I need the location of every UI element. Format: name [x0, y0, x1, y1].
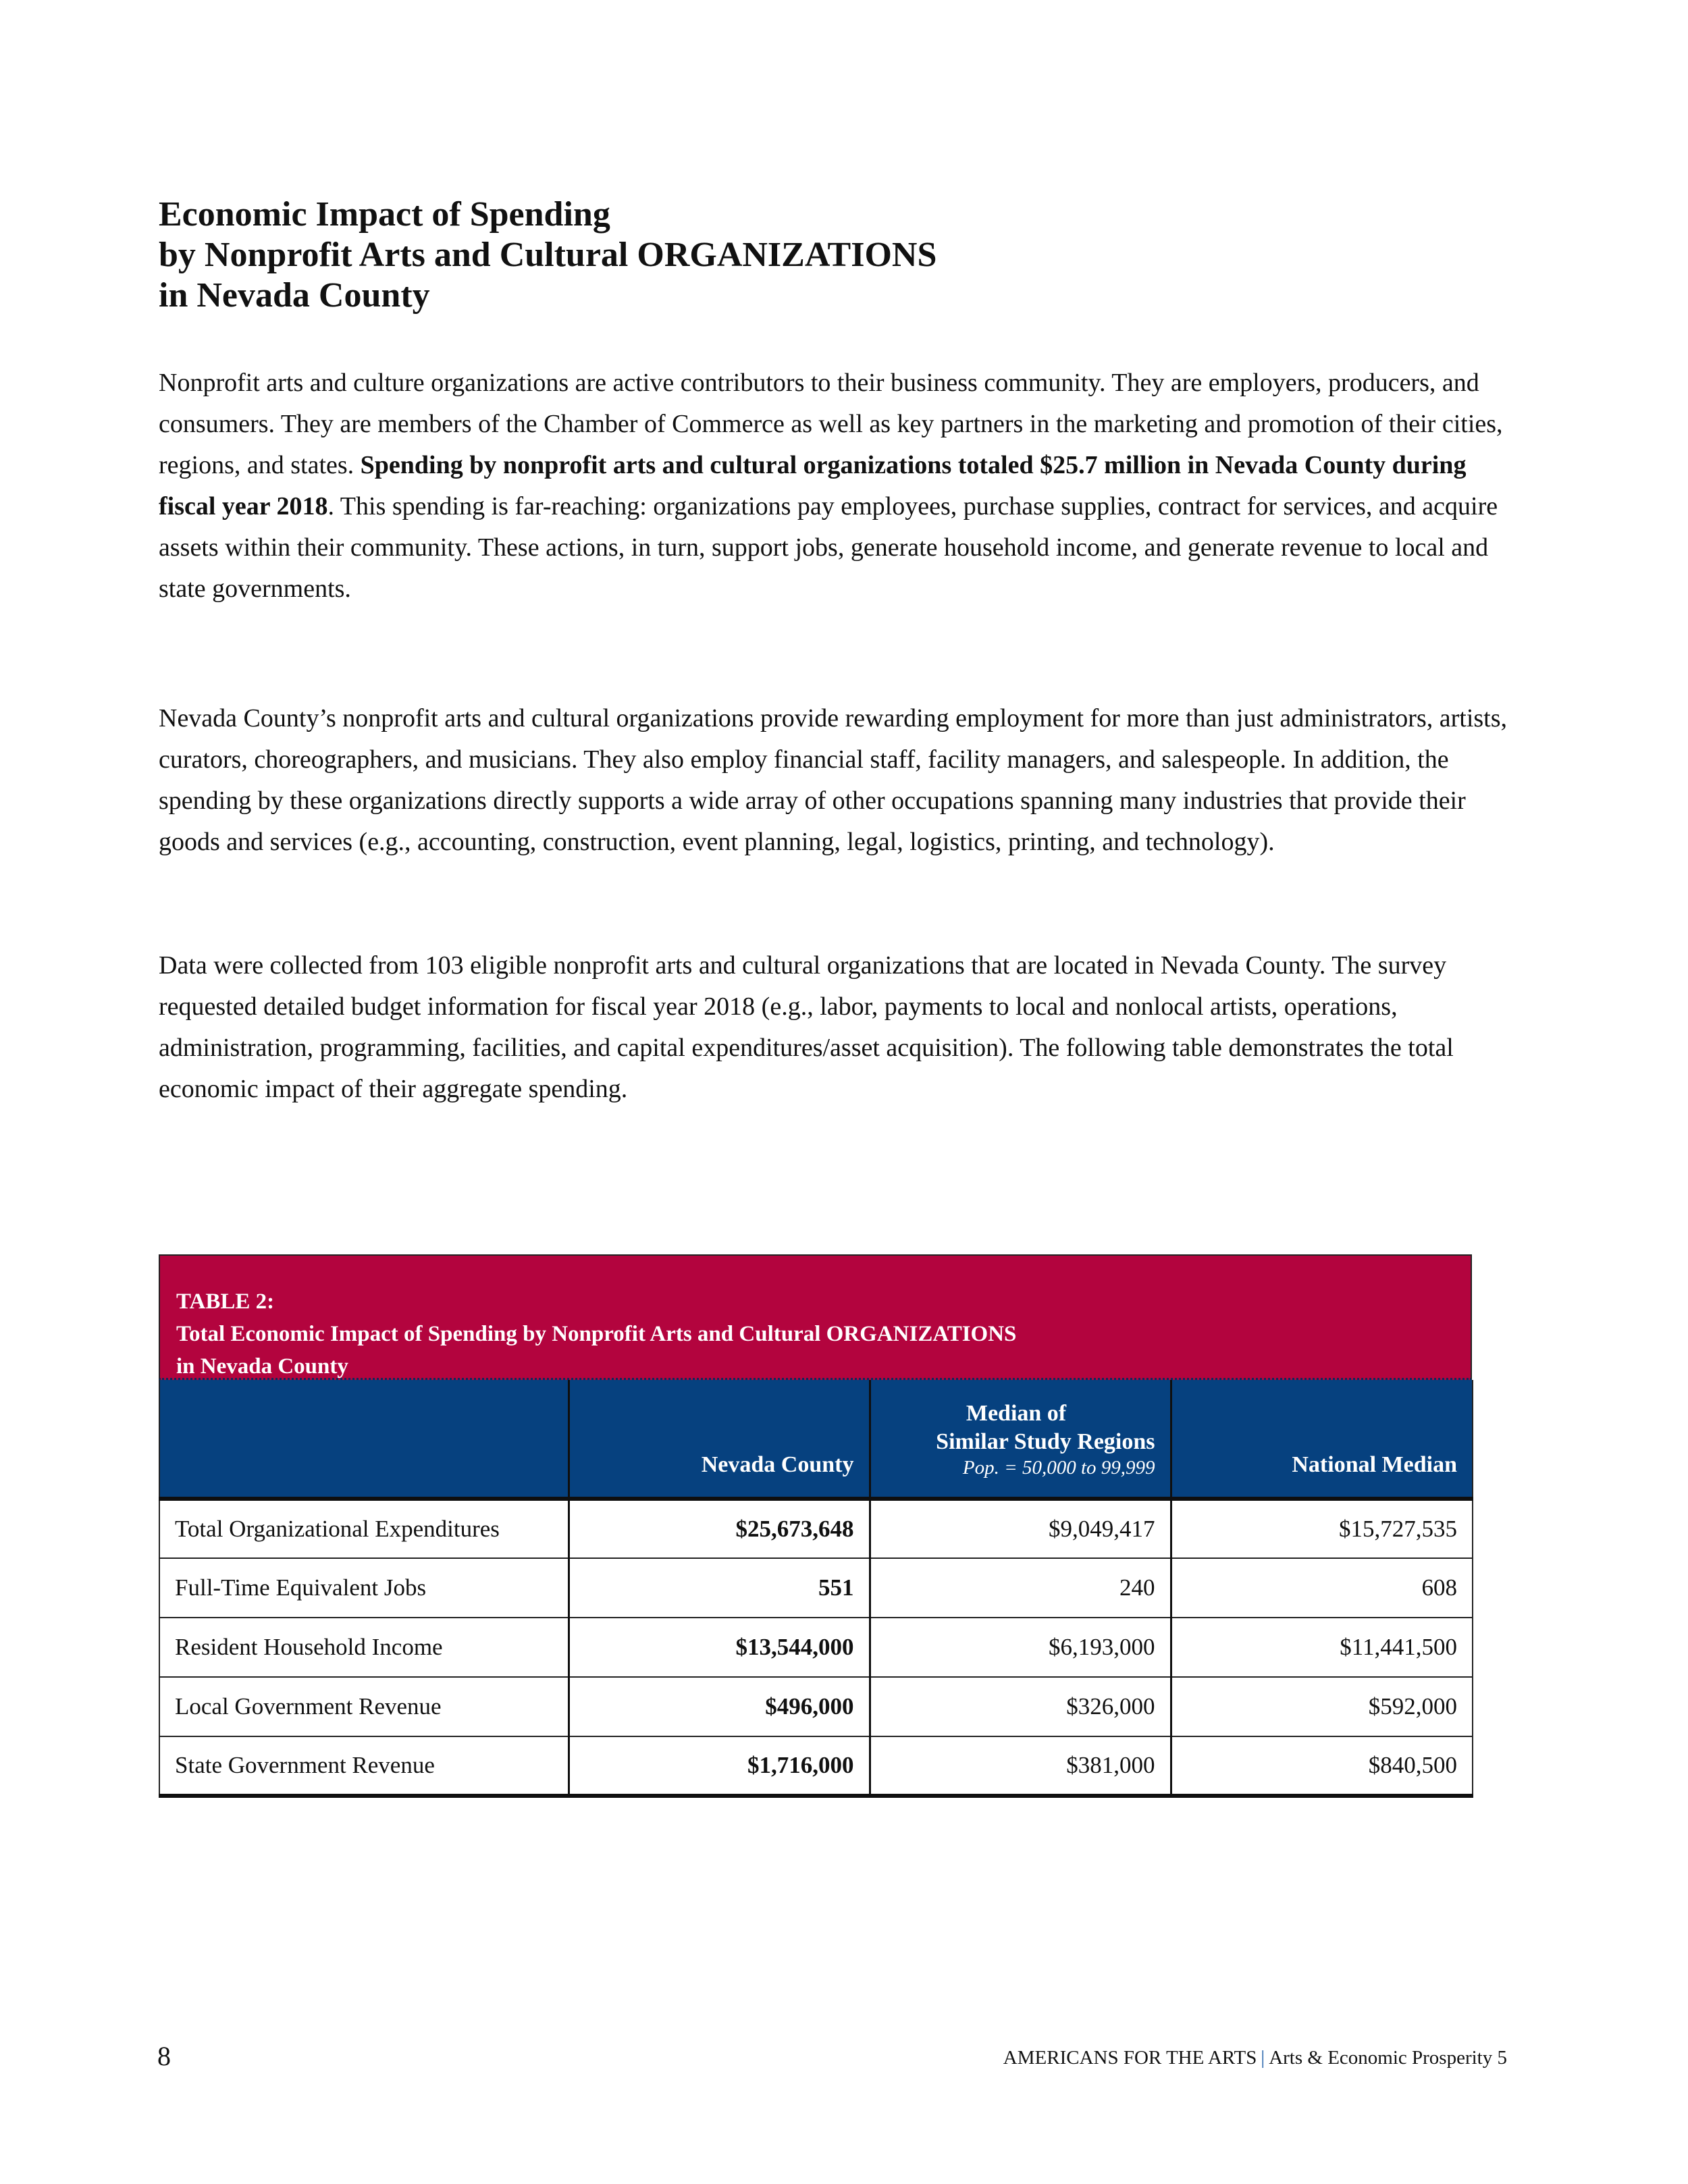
nevada-county-value: $496,000 — [569, 1677, 870, 1736]
similar-regions-value: $6,193,000 — [870, 1618, 1171, 1677]
nevada-county-value: $1,716,000 — [569, 1736, 870, 1796]
table-label: TABLE 2: — [176, 1289, 275, 1314]
similar-regions-value: $326,000 — [870, 1677, 1171, 1736]
table-row — [159, 1499, 1473, 1558]
heading-line-3: in Nevada County — [159, 276, 430, 315]
nevada-county-value: 551 — [569, 1558, 870, 1618]
table-row — [159, 1618, 1473, 1677]
national-median-value: 608 — [1171, 1558, 1473, 1618]
table-title-banner — [159, 1254, 1472, 1380]
header-similar-line-1: Median of — [966, 1401, 1067, 1426]
heading-line-1: Economic Impact of Spending — [159, 195, 610, 234]
national-median-value: $840,500 — [1171, 1736, 1473, 1796]
national-median-value: $11,441,500 — [1171, 1618, 1473, 1677]
footer-publication: Arts & Economic Prosperity 5 — [1269, 2047, 1507, 2069]
table-title-line-1: Total Economic Impact of Spending by Nonprofit Arts and Cultural ORGANIZATIONS — [176, 1322, 1017, 1346]
intro-paragraph — [159, 363, 1523, 610]
row-label: State Government Revenue — [159, 1736, 569, 1796]
employment-paragraph: Nevada County’s nonprofit arts and cultural organizations provide rewarding employment for more than just administrators, artists, curators, choreographers, and musicians. They also employ financial staff, facility managers, and salespeople. In addition, the spending by these organizations directly supports a wide array of other occupations spanning many industries that provide their goods and services (e.g., accounting, construction, event planning, legal, logistics, printing, and technology). — [159, 704, 1508, 856]
national-median-value: $592,000 — [1171, 1677, 1473, 1736]
row-label: Full-Time Equivalent Jobs — [159, 1558, 569, 1618]
data-collection-paragraph: Data were collected from 103 eligible nonprofit arts and cultural organizations that are located in Nevada County. The survey requested detailed budget information for fiscal year 2018 (e.g., labor, payments to local and nonlocal artists, operations, administration, programming, facilities, and capital expenditures/asset acquisition). The following table demonstrates the total economic impact of their aggregate spending. — [159, 951, 1454, 1103]
heading-line-2: by Nonprofit Arts and Cultural ORGANIZATIONS — [159, 236, 937, 274]
table-row — [159, 1677, 1473, 1736]
row-label: Total Organizational Expenditures — [159, 1499, 569, 1558]
nevada-county-value: $25,673,648 — [569, 1499, 870, 1558]
header-similar-regions — [870, 1380, 1171, 1499]
footer-separator: | — [1261, 2047, 1265, 2069]
impact-data-table — [159, 1380, 1473, 1798]
national-median-value: $15,727,535 — [1171, 1499, 1473, 1558]
intro-text-before: Nonprofit arts and culture organizations are active contributors to their business community. They are employers, producers, and consumers. They are members of the Chamber of Commerce as well as key partners in the marketing and promotion of their cities, regions, and states. — [159, 369, 1503, 479]
header-measure — [159, 1380, 569, 1499]
table-title-line-2: in Nevada County — [176, 1354, 348, 1379]
intro-highlight: Spending by nonprofit arts and cultural organizations totaled $25.7 million in Nevada County during fiscal year 2018 — [159, 451, 1467, 521]
similar-regions-value: 240 — [870, 1558, 1171, 1618]
row-label: Resident Household Income — [159, 1618, 569, 1677]
table-row — [159, 1736, 1473, 1796]
impact-table — [159, 1254, 1472, 1798]
header-national-median: National Median — [1171, 1380, 1473, 1499]
intro-text-after: . This spending is far-reaching: organizations pay employees, purchase supplies, contract for services, and acquire assets within their community. These actions, in turn, support jobs, generate household income, and generate revenue to local and state governments. — [159, 492, 1498, 603]
nevada-county-value: $13,544,000 — [569, 1618, 870, 1677]
table-header-row — [159, 1380, 1473, 1499]
similar-regions-value: $9,049,417 — [870, 1499, 1171, 1558]
page-number: 8 — [157, 2041, 171, 2071]
similar-regions-value: $381,000 — [870, 1736, 1171, 1796]
footer-org: AMERICANS FOR THE ARTS — [1003, 2047, 1257, 2069]
page-footer — [1003, 2047, 1507, 2069]
header-nevada-county: Nevada County — [569, 1380, 870, 1499]
page-heading — [159, 194, 1509, 316]
row-label: Local Government Revenue — [159, 1677, 569, 1736]
header-similar-line-2: Similar Study Regions — [936, 1429, 1155, 1454]
header-similar-population: Pop. = 50,000 to 99,999 — [962, 1457, 1155, 1479]
table-row — [159, 1558, 1473, 1618]
